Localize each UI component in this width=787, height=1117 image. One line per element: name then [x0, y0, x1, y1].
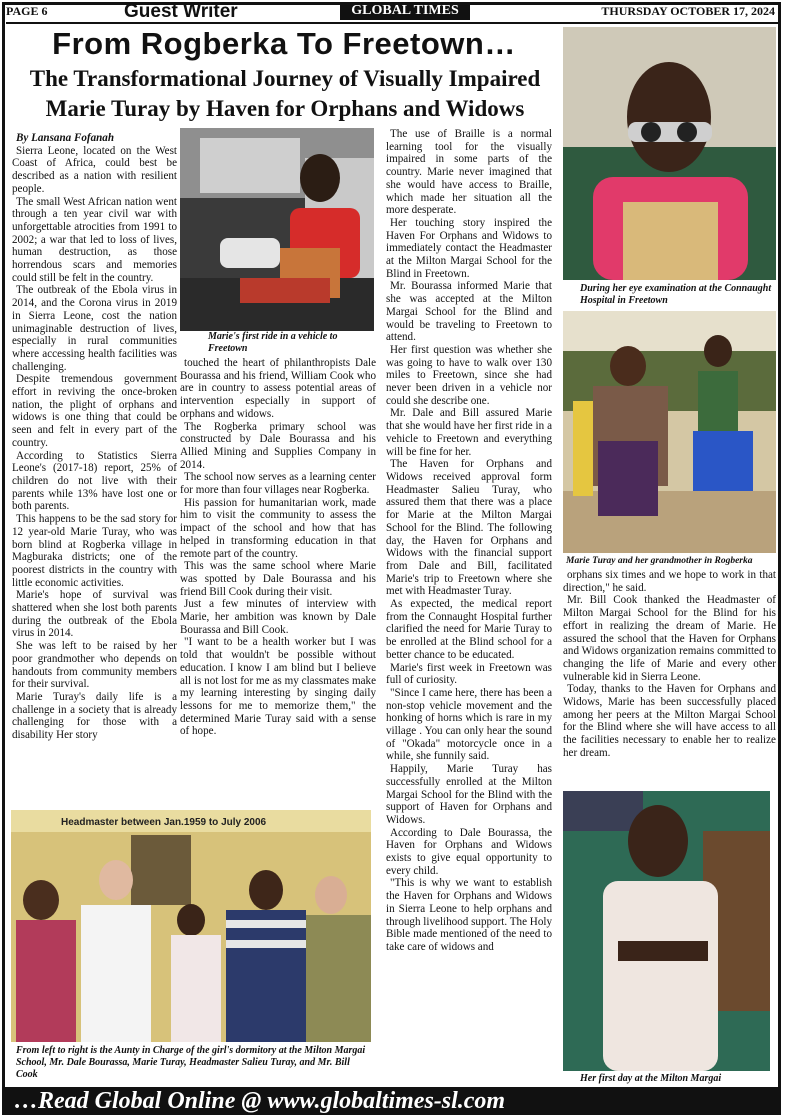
- page-number: PAGE 6: [6, 4, 48, 18]
- photo-grandmother: [563, 311, 776, 553]
- section-name: Guest Writer: [124, 1, 238, 22]
- caption-grandmother: Marie Turay and her grandmother in Rogberka: [566, 556, 753, 566]
- paragraph: Despite tremendous government effort in reviving the once-broken nation, the plight of orphans and widows is one thing that could be seen and felt in every part of the country.: [12, 373, 177, 449]
- article-column-3: [386, 128, 552, 1086]
- masthead: GLOBAL TIMES: [340, 2, 470, 20]
- paragraph: According to Statistics Sierra Leone's (2017-18) report, 25% of children do not live with their parents while 13% have lost one or both parents.: [12, 449, 177, 513]
- paragraph: Happily, Marie Turay has successfully enrolled at the Milton Margai School for the Blind with the support of Haven for Orphans and Widows.: [386, 763, 552, 826]
- paragraph: The small West African nation went through a ten year civil war with unforgettable atrocities from 1991 to 2002; a war that led to loss of lives, human destruction, as those horrendous scars and memories could still be felt in the country.: [12, 195, 177, 284]
- paragraph: She was left to be raised by her poor grandmother who depends on handouts from community members for their survival.: [12, 640, 177, 691]
- paragraph: Mr. Bourassa informed Marie that she was accepted at the Milton Margai School for the Blind and would be traveling to Freetown to attend.: [386, 280, 552, 344]
- group-banner-text: Headmaster between Jan.1959 to July 2006: [61, 817, 267, 828]
- paragraph: The Haven for Orphans and Widows received approval form Headmaster Salieu Turay, who assured them that there was a place for Marie at the Milton Margai School for the Blind. The following day, the Haven for Orphans and Widows with the financial support from Dale and Bill, facilitated Marie's trip to Freetown where she met with Headmaster Turay.: [386, 458, 552, 598]
- caption-group: From left to right is the Aunty in Charge of the girl's dormitory at the Milton Margai School, Mr. Dale Bourassa, Marie Turay, Headmaster Salieu Turay, and Mr. Bill Cook: [16, 1045, 366, 1080]
- paragraph: The use of Braille is a normal learning tool for the visually impaired in some parts of the country. Marie never imagined that she would have access to Braille, which made her situation all the more desperate.: [386, 128, 552, 217]
- paragraph: Marie Turay's daily life is a challenge in a society that is already challenging for those with a disability Her story: [12, 690, 177, 742]
- paragraph: The Rogberka primary school was constructed by Dale Bourassa and his Allied Mining and Supplies Company in 2014.: [180, 420, 376, 471]
- paragraph: orphans six times and we hope to work in that direction," he said.: [563, 569, 776, 594]
- paragraph: Mr. Dale and Bill assured Marie that she would have her first ride in a vehicle to Freetown and everything will be fine for her.: [386, 407, 552, 458]
- paragraph: "This is why we want to establish the Haven for Orphans and Widows in Sierra Leone to help orphans and through livelihood support. The Holy Bible made mentioned of the need to take care of widows and: [386, 877, 552, 953]
- photo-car-ride: [180, 128, 374, 331]
- car-ride-image: [180, 128, 374, 331]
- paragraph: "I want to be a health worker but I was told that wouldn't be possible without education. I know I am blind but I believe all is not lost for me as my classmates make my learning interesting by singing daily lessons for me to memorize them," the determined Marie Turay said with a sense of hope.: [180, 636, 376, 738]
- paragraph: Her touching story inspired the Haven For Orphans and Widows to immediately contact the Headmaster at the Milton Margai School for the Blind in Freetown.: [386, 216, 552, 280]
- caption-car-ride: Marie's first ride in a vehicle to Freetown: [208, 331, 338, 354]
- byline: By Lansana Fofanah: [16, 132, 115, 144]
- page-header: [6, 1, 781, 22]
- photo-eye-exam: [563, 27, 776, 280]
- group-image: [11, 810, 371, 1042]
- paragraph: As expected, the medical report from the Connaught Hospital further clarified the need for Marie Turay to be enrolled at the Blind school for a better chance to be educated.: [386, 598, 552, 661]
- paragraph: The school now serves as a learning center for more than four villages near Rogberka.: [180, 471, 376, 497]
- caption-eye-exam: During her eye examination at the Connaught Hospital in Freetown: [580, 283, 772, 306]
- article-column-4: [563, 569, 776, 783]
- subheadline-line-2: Marie Turay by Haven for Orphans and Widows: [45, 96, 525, 121]
- grandmother-image: [563, 311, 776, 553]
- paragraph: Marie's hope of survival was shattered when she lost both parents during the outbreak of the Ebola virus in 2014.: [12, 589, 177, 640]
- paragraph: Sierra Leone, located on the West Coast of Africa, could best be described as a nation with resilient people.: [12, 144, 177, 195]
- paragraph: According to Dale Bourassa, the Haven for Orphans and Widows exists to give equal opportunity to every child.: [386, 826, 552, 877]
- paragraph: His passion for humanitarian work, made him to visit the community to assess the impact of the school and how that has helped in transforming education in that remote part of the country.: [180, 496, 376, 560]
- headline: From Rogberka To Freetown…: [52, 26, 516, 61]
- paragraph: This was the same school where Marie was spotted by Dale Bourassa and his friend Bill Cook during their visit.: [180, 560, 376, 598]
- paragraph: Today, thanks to the Haven for Orphans and Widows, Marie has been successfully placed among her peers at the Milton Margai School for the Blind where she will have access to all the facilities necessary to enable her to realize her dream.: [563, 683, 776, 759]
- subheadline-line-1: The Transformational Journey of Visually Impaired: [29, 66, 541, 91]
- paragraph: Just a few minutes of interview with Marie, her ambition was known by Dale Bourassa and Bill Cook.: [180, 598, 376, 636]
- paragraph: Her first question was whether she was going to have to walk over 130 miles to Freetown, since she had never been driven in a vehicle nor could she describe one.: [386, 343, 552, 407]
- paragraph: This happens to be the sad story for 12 year-old Marie Turay, who was born blind at Rogberka village in Magburaka districts; one of the poorest districts in the country with little economic activities.: [12, 513, 177, 589]
- paragraph: "Since I came here, there has been a non-stop vehicle movement and the honking of horns which is rare in my village . You can only hear the sound of "Okada" motorcycle once in a while, she funnily said.: [386, 686, 552, 763]
- eye-exam-image: [563, 27, 776, 280]
- first-day-image: [563, 791, 770, 1071]
- photo-group: [11, 810, 371, 1042]
- article-column-1: [12, 132, 177, 808]
- footer-banner: …Read Global Online @ www.globaltimes-sl.com: [2, 1087, 781, 1115]
- paragraph: The outbreak of the Ebola virus in 2014, and the Corona virus in 2019 in Sierra Leone, cost the nation unimaginable destruction of lives, especially in rural communities where accessing health facilities was challenging.: [12, 284, 177, 373]
- photo-first-day: [563, 791, 770, 1071]
- article-column-2: [180, 357, 376, 808]
- caption-first-day: Her first day at the Milton Margai: [580, 1073, 722, 1084]
- paragraph: Marie's first week in Freetown was full of curiosity.: [386, 661, 552, 687]
- issue-date: THURSDAY OCTOBER 17, 2024: [601, 4, 775, 18]
- paragraph: touched the heart of philanthropists Dale Bourassa and his friend, William Cook who are in country to assess potential areas of intervention especially in support of orphans and widows.: [180, 357, 376, 420]
- paragraph: Mr. Bill Cook thanked the Headmaster of Milton Margai School for the Blind for his effort in realizing the dream of Marie. He assured the school that the Haven for Orphans and Widows organization remains committed to changing the life of Marie and every other vulnerable kid in Sierra Leone.: [563, 594, 776, 683]
- subheadline: [12, 64, 558, 124]
- header-rule: [6, 22, 781, 24]
